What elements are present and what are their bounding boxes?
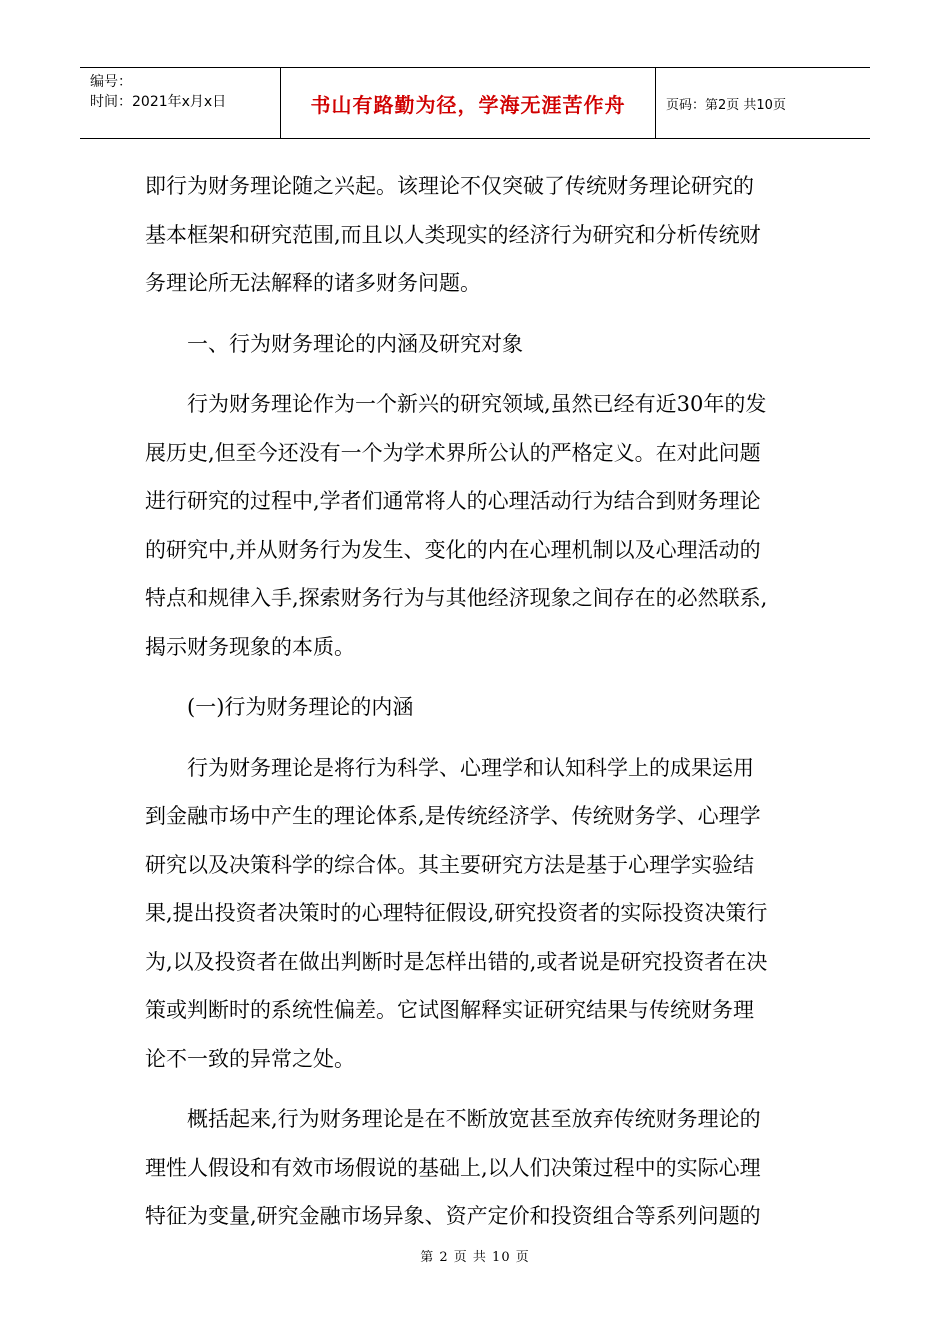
header-motto-cell: [281, 68, 656, 138]
text-line: 基本框架和研究范围,而且以人类现实的经济行为研究和分析传统财: [145, 222, 761, 247]
text-line: 为,以及投资者在做出判断时是怎样出错的,或者说是研究投资者在决: [145, 949, 768, 974]
header-page-cell: [656, 68, 870, 138]
section-heading: 一、行为财务理论的内涵及研究对象: [187, 331, 523, 356]
subsection-heading: (一)行为财务理论的内涵: [187, 695, 414, 719]
paragraph-3: [145, 744, 805, 1084]
text-line: 展历史,但至今还没有一个为学术界所公认的严格定义。在对此问题: [145, 440, 761, 465]
paragraph-1: [145, 162, 805, 308]
document-body: [145, 162, 805, 1241]
number-label: 编号：: [90, 74, 132, 90]
header-meta: [80, 68, 281, 138]
text-line: 研究以及决策科学的综合体。其主要研究方法是基于心理学实验结: [145, 852, 754, 877]
text-line: 即行为财务理论随之兴起。该理论不仅突破了传统财务理论研究的: [145, 174, 754, 198]
text-line: 进行研究的过程中,学者们通常将人的心理活动行为结合到财务理论: [145, 489, 761, 513]
text-line: 的研究中,并从财务行为发生、变化的内在心理机制以及心理活动的: [145, 537, 761, 562]
text-line: 论不一致的异常之处。: [145, 1046, 355, 1071]
text-line: 果,提出投资者决策时的心理特征假设,研究投资者的实际投资决策行: [145, 901, 768, 925]
text-line: 理性人假设和有效市场假说的基础上,以人们决策过程中的实际心理: [145, 1155, 761, 1180]
text-line: 行为财务理论是将行为科学、心理学和认知科学上的成果运用: [187, 755, 754, 780]
text-line: 到金融市场中产生的理论体系,是传统经济学、传统财务学、心理学: [145, 804, 761, 828]
text-line: 概括起来,行为财务理论是在不断放宽甚至放弃传统财务理论的: [187, 1107, 761, 1131]
paragraph-4: [145, 1095, 805, 1241]
page-label: 页码：第2页 共10页: [666, 97, 786, 113]
text-line: 揭示财务现象的本质。: [145, 634, 355, 659]
paragraph-2: [145, 380, 805, 671]
motto-text: 书山有路勤为径，学海无涯苦作舟: [310, 92, 626, 117]
document-header: [80, 67, 870, 139]
text-line: 特征为变量,研究金融市场异象、资产定价和投资组合等系列问题的: [145, 1204, 761, 1228]
text-line: 策或判断时的系统性偏差。它试图解释实证研究结果与传统财务理: [145, 998, 754, 1022]
text-line: 行为财务理论作为一个新兴的研究领域,虽然已经有近30年的发: [187, 392, 767, 416]
date-label: 时间：2021年x月x日: [90, 94, 227, 110]
text-line: 务理论所无法解释的诸多财务问题。: [145, 271, 481, 295]
page-footer: 第 2 页 共 10 页: [420, 1250, 530, 1265]
text-line: 特点和规律入手,探索财务行为与其他经济现象之间存在的必然联系,: [145, 586, 768, 610]
